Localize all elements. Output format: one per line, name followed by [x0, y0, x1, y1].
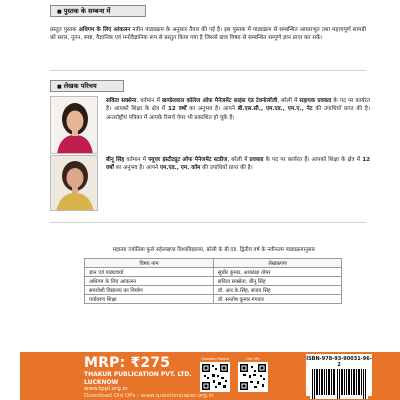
- website-link[interactable]: www.tppl.org.in: [84, 386, 128, 392]
- table-header-row: [85, 259, 342, 268]
- column-header: विषय नाम: [85, 259, 214, 268]
- mrp-price: MRP: ₹275: [84, 355, 171, 371]
- qr-code-icon: [238, 362, 268, 392]
- qr-code-icon: [200, 362, 230, 392]
- publisher-name: THAKUR PUBLICATION PVT. LTD. LUCKNOW: [84, 371, 192, 386]
- author-photo-savita: [50, 96, 98, 154]
- qr-code-question-papers: [198, 357, 232, 392]
- column-header: लेखकगण: [214, 259, 342, 268]
- qr-caption: Question Papers: [201, 357, 229, 361]
- authors-cell: सुधीर कुमार, आकांक्षा तोमर: [214, 268, 342, 277]
- subject-cell: पर्यावरण शिक्षा: [85, 295, 214, 304]
- authors-heading: [50, 80, 124, 92]
- authors-heading-text: लेखक परिचय: [63, 82, 97, 90]
- download-link[interactable]: Download Old QPs : www.questionpaper.org.in: [84, 392, 214, 399]
- table-row: [85, 286, 342, 295]
- author-photo-binu: [50, 155, 98, 211]
- subject-cell: अधिगम के लिए आंकलन: [85, 277, 214, 286]
- about-book-paragraph: प्रस्तुत पुस्तक अधिगम के लिए आंकलन नवीन पाठ्यक्रम के अनुसार तैयार की गई है। इस पुस्तक में पाठ्यक्रम से सम्बन्धित आधारभूत तथा महत्त्वपूर्ण सामग्री को सरल, नूतन, स्पष्ट, वैज्ञानिक एवं मनोवैज्ञानिक रूप से प्रस्तुत किया गया है जिससे छात्र विषय से सम्बन्धित सम्पूर्ण ज्ञान प्राप्त कर सकें।: [50, 27, 366, 42]
- barcode-icon: [310, 369, 368, 399]
- authors-cell: डॉ. सन्तोष कुमार गंगवार: [214, 295, 342, 304]
- author-name: बीनू सिंह: [106, 157, 125, 163]
- book-title-inline: अधिगम के लिए आंकलन: [78, 27, 131, 33]
- authors-cell: सविता सक्सेना, बीनू सिंह: [214, 277, 342, 286]
- bullet-square-icon: ■: [57, 9, 62, 15]
- about-book-heading: [50, 5, 146, 17]
- isbn-block: [306, 354, 372, 396]
- author-bio-savita: सविता सक्सेना, वर्तमान में खण्डेलवाल कॉलेज ऑफ मैनेजमेंट साइंस एंड टेक्नोलॉजी, बरेली में सहायक प्रवक्ता के पद पर कार्यरत है। आपको शिक्षा के क्षेत्र में 12 वर्षों का अनुभव है। आपने बी.एस.सी., एम.एड., एम.ए., नेट की उपाधियाँ प्राप्त की है। अन्तर्राष्ट्रीय पत्रिका में आपके रिसर्च पेपर भी प्रकाशित हो चुके है।: [106, 98, 371, 121]
- subject-cell: ज्ञान एवं पाठ्यचर्या: [85, 268, 214, 277]
- qr-caption: Old QPs: [246, 357, 260, 361]
- publisher-links: [84, 386, 214, 400]
- section-divider: [50, 222, 366, 223]
- subject-cell: समावेशी विद्यालय का निर्माण: [85, 286, 214, 295]
- section-divider: [50, 70, 366, 71]
- syllabus-table: [84, 258, 342, 304]
- authors-cell: डॉ. आर.के.सिंह, संजय सिंह: [214, 286, 342, 295]
- author-bio-binu: बीनू सिंह वर्तमान में फ्यूचर इंस्टीट्यूट ऑफ मैनेजमेंट स्टडीज, बरेली में प्रवक्ता के पद पर कार्यरत हैं। आपको शिक्षा के क्षेत्र में 12 वर्षों का अनुभव है। आपने एम.एड., एम. कॉम की उपाधियाँ प्राप्त की है।: [106, 157, 370, 172]
- table-row: [85, 277, 342, 286]
- table-row: [85, 295, 342, 304]
- bullet-square-icon: ■: [57, 84, 62, 90]
- table-row: [85, 268, 342, 277]
- about-book-heading-text: पुस्तक के सम्बन्ध में: [63, 7, 111, 15]
- qr-code-old-qps: [236, 357, 270, 392]
- isbn-number: ISBN-978-93-90031-96-2: [306, 356, 372, 368]
- author-name: सविता सक्सेना: [106, 98, 137, 104]
- syllabus-title: महात्मा ज्योतिबा फुले रुहेलखण्ड विश्वविद्यालय, बरेली के बी.एड. द्वितीय वर्ष के नवीनतम पाठ्यक्रमानुसार: [112, 247, 316, 253]
